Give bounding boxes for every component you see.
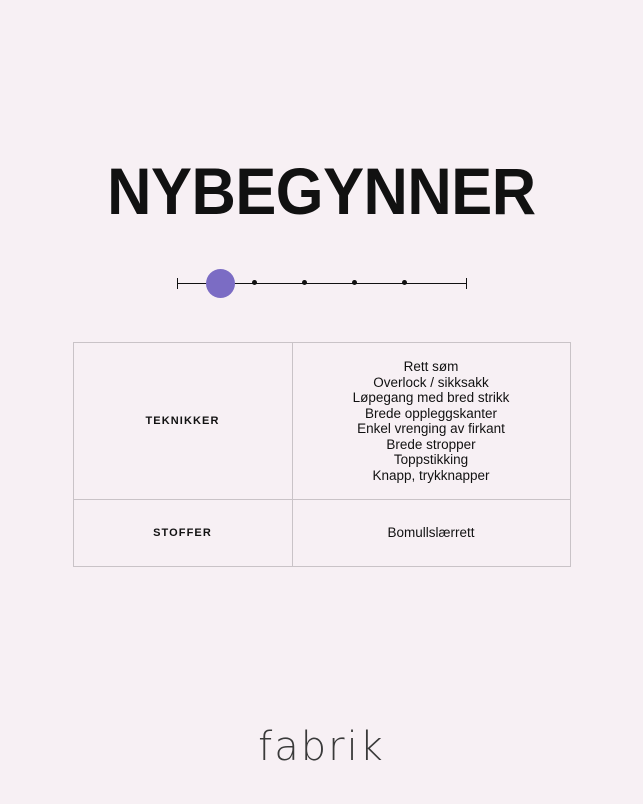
list-item: Bomullslærrett [387,525,475,541]
list-item: Brede stropper [386,436,476,452]
row-label-techniques: TEKNIKKER [73,343,292,500]
list-item: Rett søm [403,359,459,374]
list-item: Løpegang med bred strikk [352,390,510,405]
progress-dot-2[interactable] [302,280,307,285]
progress-active-marker[interactable] [206,269,235,298]
list-item: Enkel vrenging av firkant [357,421,505,436]
list-item: Overlock / sikksakk [373,374,489,390]
row-value-fabrics [292,500,570,567]
page-title: NYBEGYNNER [107,154,536,228]
progress-cap-start [177,278,178,289]
progress-dot-4[interactable] [402,280,407,285]
list-item: Toppstikking [393,452,469,467]
table-row [73,343,570,500]
level-progress-indicator[interactable] [177,266,467,300]
progress-dot-3[interactable] [352,280,357,285]
row-label-fabrics: STOFFER [73,500,292,567]
row-value-techniques [292,343,570,500]
progress-dot-1[interactable] [252,280,257,285]
brand-logo: fabrik [258,724,385,770]
details-table [73,342,571,567]
list-item: Brede oppleggskanter [364,405,498,421]
list-item: Knapp, trykknapper [372,467,490,483]
table-row [73,500,570,567]
progress-cap-end [466,278,467,289]
